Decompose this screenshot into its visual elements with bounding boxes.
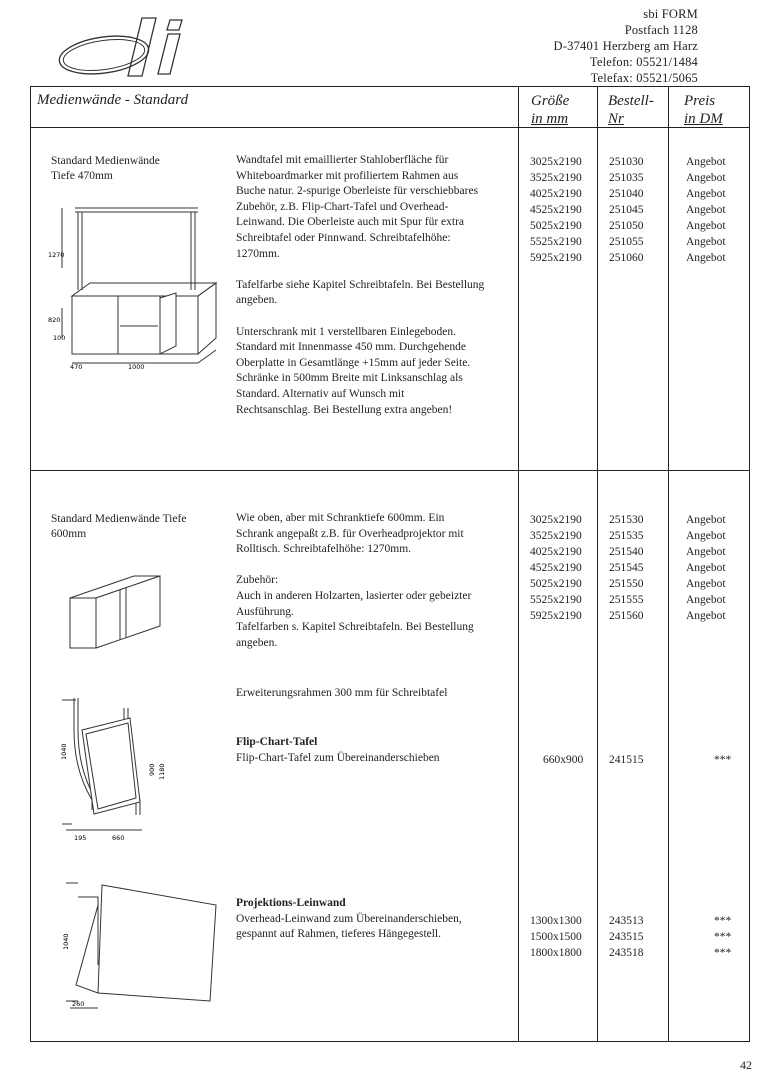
company-city: D-37401 Herzberg am Harz	[553, 39, 698, 53]
column-divider-order	[597, 86, 598, 1042]
page-title: Medienwände - Standard	[37, 92, 189, 108]
section1-sizes: 3025x2190 3525x2190 4025x2190 4525x2190 5025x2190 5525x2190 5925x2190	[530, 156, 582, 264]
dim-projection-height: 1040	[62, 933, 70, 950]
media-wall-470-drawing	[48, 198, 233, 378]
section1-prices: Angebot Angebot Angebot Angebot Angebot Angebot Angebot	[686, 156, 726, 264]
flipchart-drawing	[52, 690, 182, 840]
projection-screen-drawing	[58, 875, 228, 1010]
dim-flipchart-board: 900	[148, 763, 156, 776]
section1-description: Wandtafel mit emaillierter Stahloberfläche für Whiteboardmarker mit profiliertem Rahmen aus Buche natur. 2-spurige Oberleiste für verschiebbares Zubehör, z.B. Flip-Chart-Tafel und Overhead- Leinwand. Die Oberleiste auch mit Spur für extra Schreibtafel oder Pinnwand. Schreibtafelhöhe: 1270mm. Tafelfarbe siehe Kapitel Schreibtafeln. Bei Bestellung angeben. Unterschrank mit 1 verstellbaren Einlegeboden. Standard mit Innenmasse 450 mm. Durchgehende Oberplatte in Gesamtlänge +15mm auf jeder Seite. Schränke in 500mm Breite mit Linksanschlag als Standard. Alternativ auf Wunsch mit Rechtsanschlag. Bei Bestellung extra angeben!	[236, 154, 485, 416]
column-header-order: Bestell- Nr	[608, 93, 654, 127]
dim-base-height: 100	[53, 334, 66, 342]
company-fax: Telefax: 05521/5065	[590, 71, 698, 85]
extension-frame-text: Erweiterungsrahmen 300 mm für Schreibtafel	[236, 687, 448, 699]
dim-depth: 470	[70, 363, 83, 371]
flipchart-price: ***	[714, 754, 732, 766]
section1-name: Standard Medienwände Tiefe 470mm	[51, 155, 160, 182]
projection-description-line2: gespannt auf Rahmen, tieferes Hängegestell.	[236, 928, 442, 941]
dim-cabinet-height: 820	[48, 316, 61, 324]
projection-description-line1: Overhead-Leinwand zum Übereinanderschieben,	[236, 912, 462, 925]
sbi-logo	[56, 8, 206, 86]
section2-prices: Angebot Angebot Angebot Angebot Angebot Angebot Angebot	[686, 514, 726, 622]
section1-order-numbers: 251030 251035 251040 251045 251050 251055 251060	[609, 156, 644, 264]
section2-order-numbers: 251530 251535 251540 251545 251550 251555 251560	[609, 514, 644, 622]
dim-flipchart-width: 660	[112, 834, 125, 840]
section2-description: Wie oben, aber mit Schranktiefe 600mm. Ein Schrank angepaßt z.B. für Overheadprojektor mit Rolltisch. Schreibtafelhöhe: 1270mm. Zubehör: Auch in anderen Holzarten, lasierter oder gebeizter Ausführung. Tafelfarben s. Kapitel Schreibtafeln. Bei Bestellung angeben.	[236, 512, 474, 649]
dim-flipchart-total: 1180	[158, 763, 166, 780]
column-header-size: Größe in mm	[531, 93, 570, 127]
dim-flipchart-height: 1040	[60, 743, 68, 760]
projection-prices: *** *** ***	[714, 915, 732, 959]
media-wall-600-drawing	[62, 570, 172, 650]
flipchart-description: Flip-Chart-Tafel zum Übereinanderschieben	[236, 751, 440, 764]
company-phone: Telefon: 05521/1484	[589, 55, 698, 69]
column-divider-price	[668, 86, 669, 1042]
company-name: sbi FORM	[643, 7, 698, 21]
flipchart-title: Flip-Chart-Tafel	[236, 736, 318, 748]
flipchart-order-number: 241515	[609, 754, 644, 766]
page-number: 42	[740, 1058, 752, 1072]
flipchart-info	[236, 735, 440, 766]
projection-sizes: 1300x1300 1500x1500 1800x1800	[530, 915, 582, 959]
dim-board-height: 1270	[48, 251, 65, 259]
dim-length: 1000	[128, 363, 145, 371]
section2-sizes: 3025x2190 3525x2190 4025x2190 4525x2190 5025x2190 5525x2190 5925x2190	[530, 514, 582, 622]
section-divider	[30, 470, 750, 471]
section2-name: Standard Medienwände Tiefe 600mm	[51, 513, 187, 540]
flipchart-size: 660x900	[543, 754, 584, 766]
column-divider-size	[518, 86, 519, 1042]
dim-projection-offset: 260	[72, 1000, 85, 1008]
projection-title: Projektions-Leinwand	[236, 897, 346, 909]
column-header-price: Preis in DM	[684, 93, 723, 127]
dim-flipchart-offset: 195	[74, 834, 87, 840]
company-address	[554, 6, 698, 86]
company-postbox: Postfach 1128	[624, 23, 698, 37]
projection-info	[236, 896, 462, 943]
projection-order-numbers: 243513 243515 243518	[609, 915, 644, 959]
